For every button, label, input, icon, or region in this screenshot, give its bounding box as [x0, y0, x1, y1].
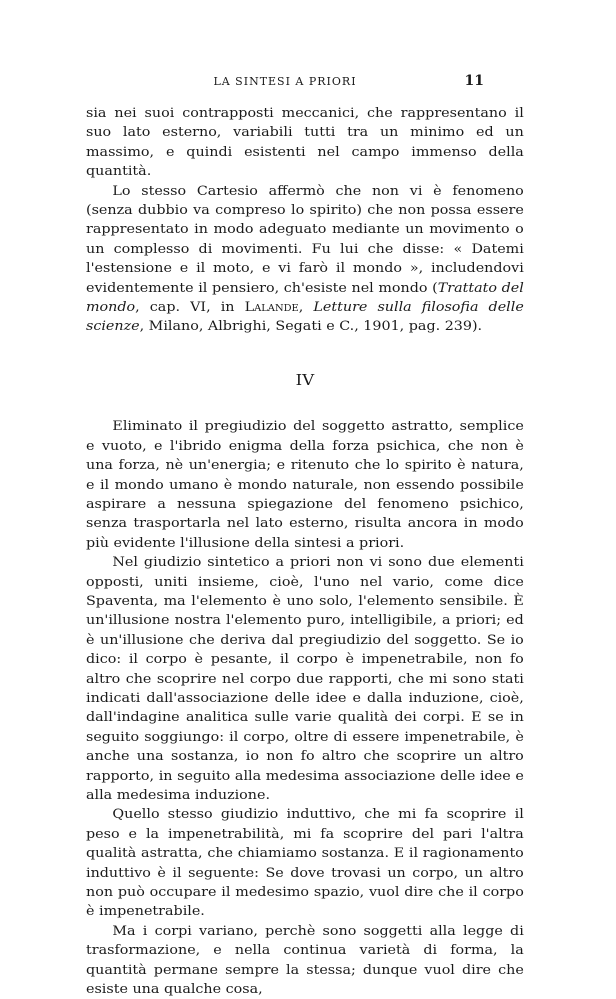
paragraph: Nel giudizio sintetico a priori non vi sono due elementi opposti, uniti insieme, cioè, l'uno nel vario, come dice Spaventa, ma l'elemento è uno solo, l'elemento sensibile. È un'illusione nostra l'elemento puro, intelligibile, a priori; ed è un'illusione che deriva dal pregiudizio del soggetto. Se io dico: il corpo è pesante, il corpo è impenetrabile, non fo altro che scoprire nel corpo due rapporti, che mi sono stati indicati dall'associazione delle idee e dalla induzione, cioè, dall'indagine analitica sulle varie qualità dei corpi. E se in seguito soggiungo: il corpo, oltre di essere impenetrabile, è anche una sostanza, io non fo altro che scoprire un altro rapporto, in seguito alla medesima associazione delle idee e alla medesima induzione.: [86, 555, 524, 803]
paragraph: Ma i corpi variano, perchè sono soggetti alla legge di trasformazione, e nella continua varietà di forma, la quantità permane sempre la stessa; dunque vuol dire che esiste una qualche cosa,: [86, 923, 524, 998]
work-title-trattato: Trattato del mondo: [86, 280, 524, 316]
paragraph: Quello stesso giudizio induttivo, che mi fa scoprire il peso e la impenetrabilità, mi fa scoprire del pari l'altra qualità astratta, che chiamiamo sostanza. E il ragionamento induttivo è il seguente: Se dove trovasi un corpo, un altro non può occupare il medesimo spazio, vuol dire che il corpo è impenetrabile.: [86, 807, 524, 920]
cartesio-text-2: , cap. VI, in: [135, 300, 245, 316]
running-title: LA SINTESI A PRIORI: [213, 75, 357, 88]
cartesio-text-4: , Milano, Albrighi, Segati e C., 1901, pag. 239).: [139, 319, 483, 335]
cartesio-text-1: Lo stesso Cartesio affermò che non vi è fenomeno (senza dubbio va compreso lo spirito) che non possa essere rappresentato in modo adeguato mediante un movimento o un complesso di movimenti. Fu lui che disse: « Datemi l'estensione e il moto, e vi farò il mondo », includendovi evidentemente il pensiero, ch'esiste nel mondo (: [86, 183, 524, 296]
section-heading: IV: [295, 370, 315, 389]
cartesio-text-3: ,: [298, 300, 314, 316]
author-lalande: Lalande: [244, 300, 299, 316]
work-title-letture: Letture sulla filosofia delle scienze: [86, 300, 524, 335]
paragraph-continuation: sia nei suoi contrapposti meccanici, che rappresentano il suo lato esterno, variabili tutti tra un minimo ed un massimo, e quindi esistenti nel campo immenso della quantità.: [86, 106, 524, 180]
paragraph-cartesio: [86, 182, 524, 337]
page-header: [86, 75, 484, 93]
page-number: 11: [464, 73, 484, 89]
body-text: [86, 104, 524, 999]
paragraph: Eliminato il pregiudizio del soggetto astratto, semplice e vuoto, e l'ibrido enigma della forza psichica, che non è una forza, nè un'energia; e ritenuto che lo spirito è natura, e il mondo umano è mondo naturale, non essendo possibile aspirare a nessuna spiegazione del fenomeno psichico, senza trasportarla nel lato esterno, risulta ancora in modo più evidente l'illusione della sintesi a priori.: [86, 419, 524, 551]
